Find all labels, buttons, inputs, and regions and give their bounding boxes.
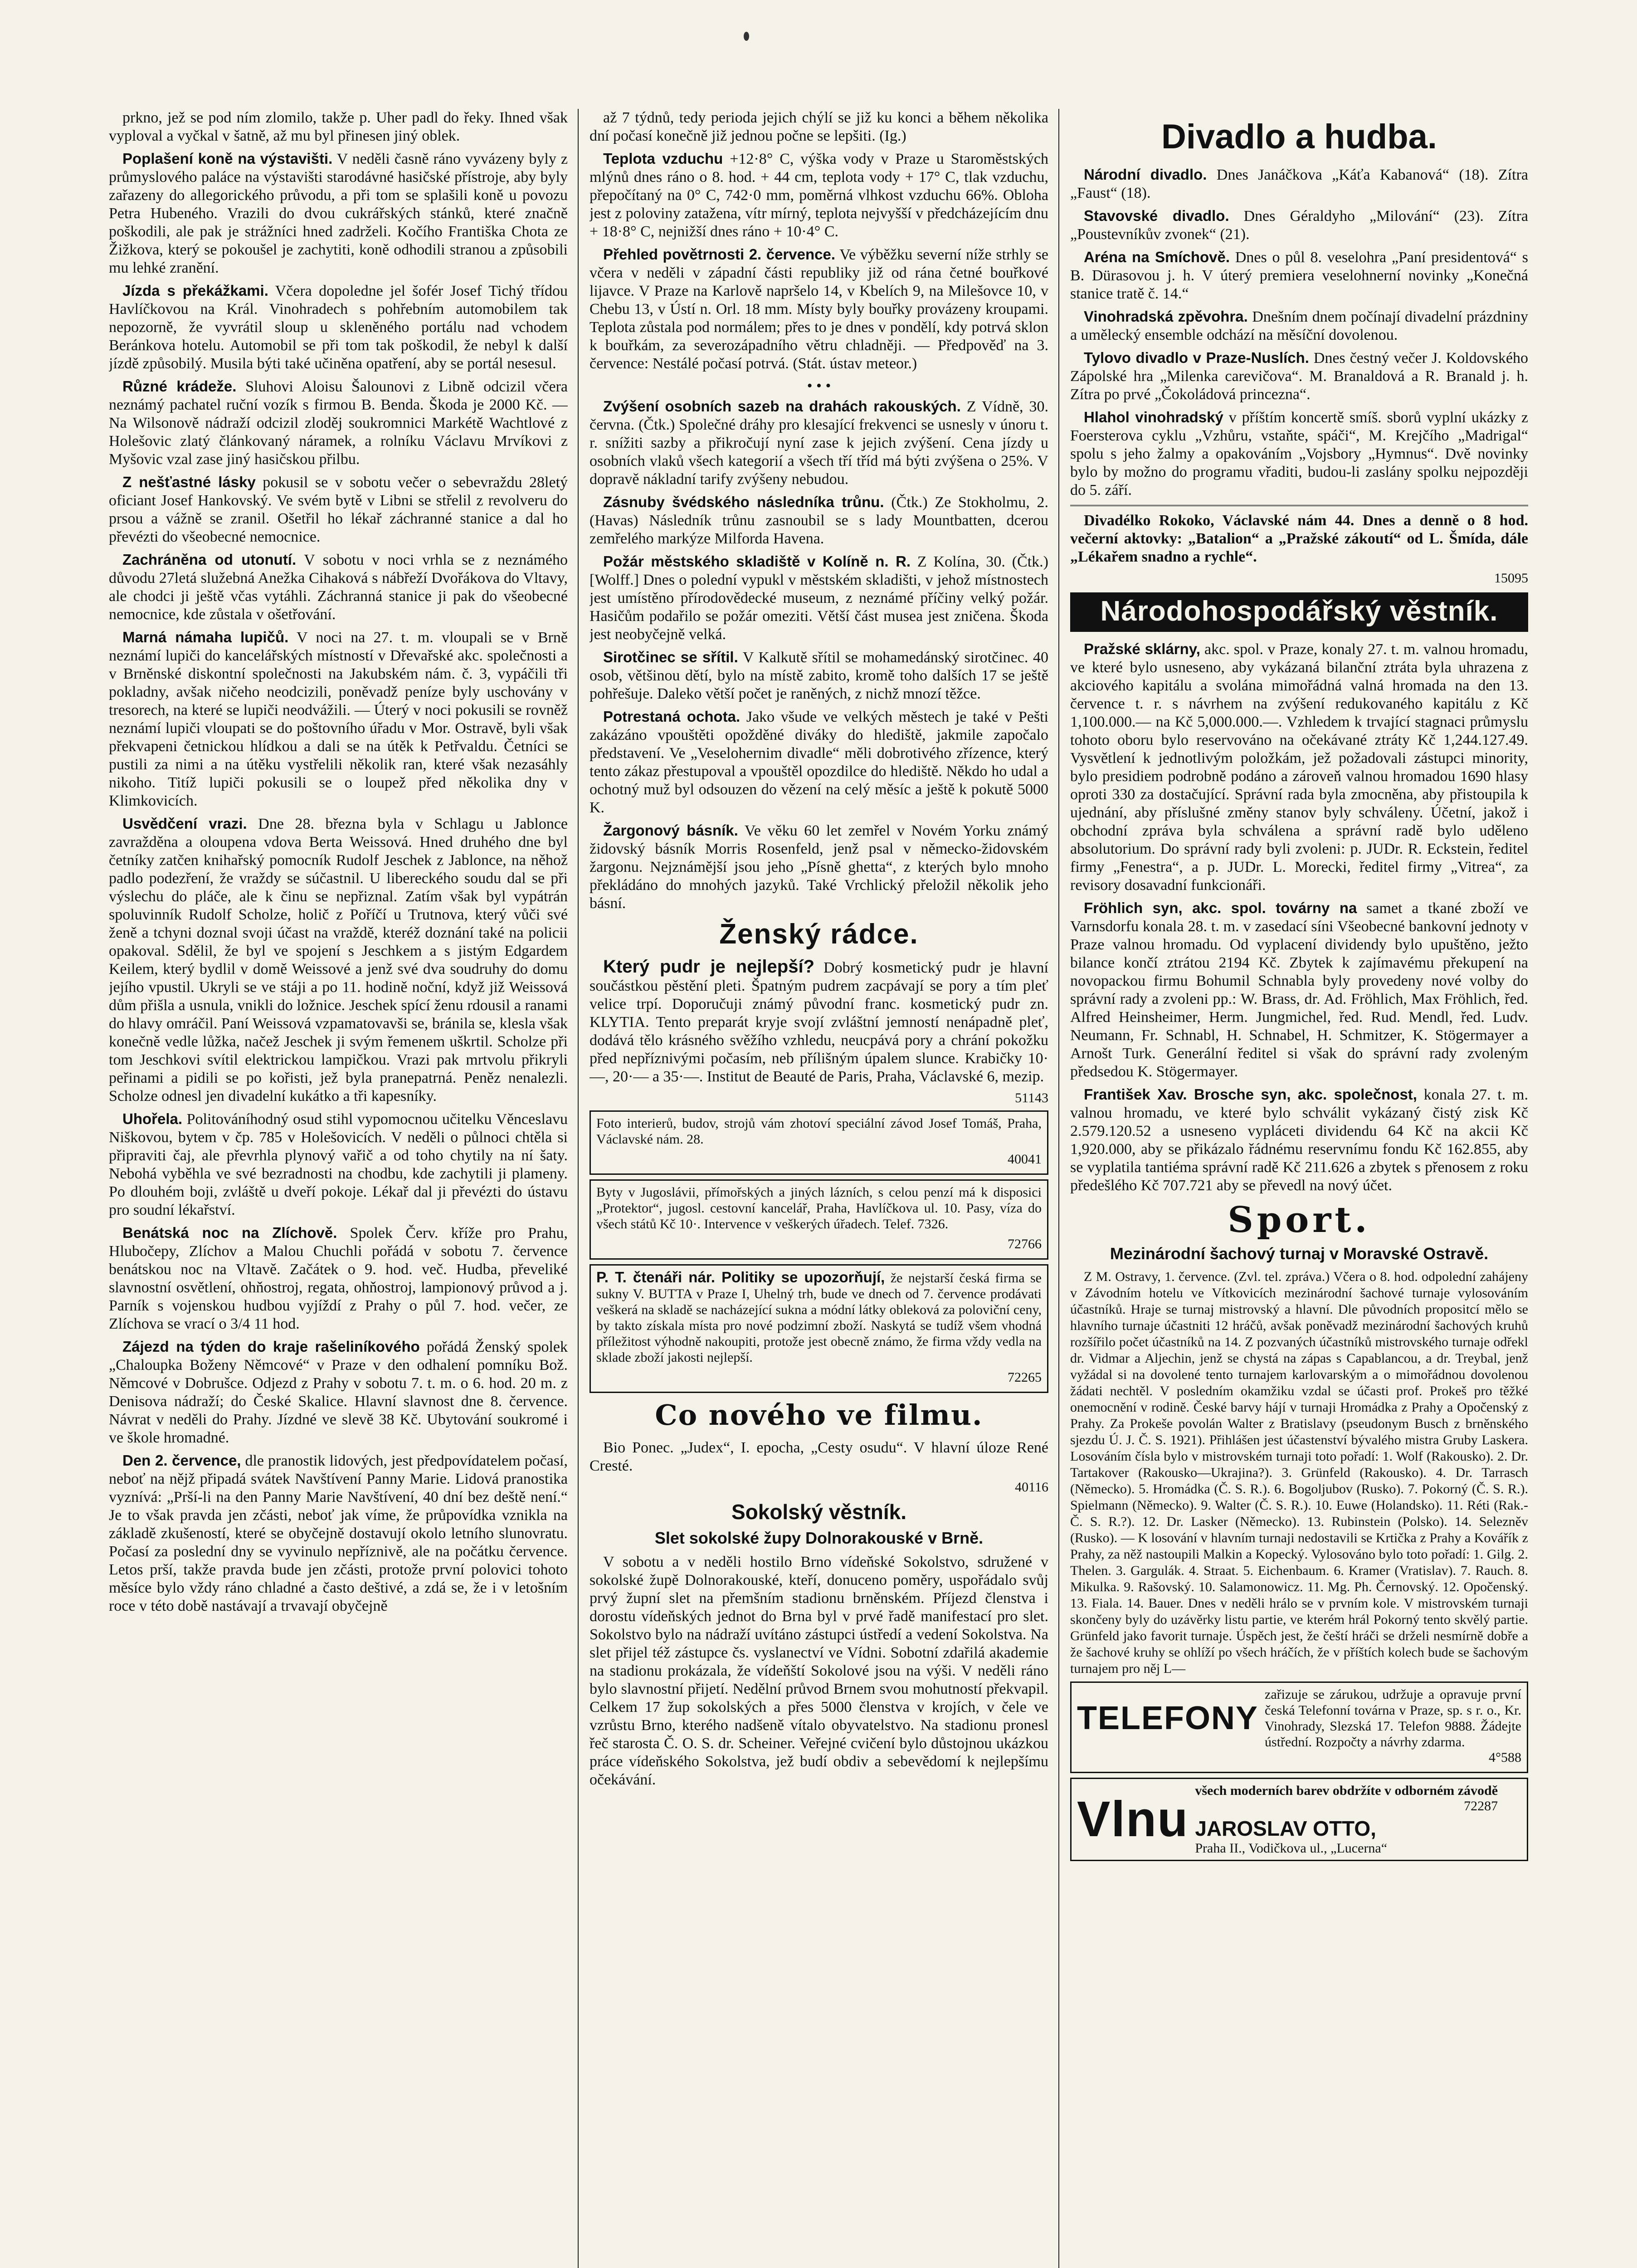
article-heading: Stavovské divadlo. xyxy=(1084,207,1229,224)
column-1 xyxy=(109,109,568,2268)
article xyxy=(1070,899,1528,1081)
article-text: pokusil se v sobotu večer o sebevraždu 28letý oficiant Josef Hankovský. Ve svém bytě v Libni se střelil z revolveru do prsou a vážně se zranil. Ošetřil ho lékař záchranné stanice a dal ho převézti do všeobecné nemocnice. xyxy=(109,474,568,545)
article xyxy=(109,1338,568,1447)
article xyxy=(109,1224,568,1333)
ad-headline: Vlnu xyxy=(1077,1791,1189,1847)
article-heading: Různé krádeže. xyxy=(122,378,237,395)
ad-number: 72766 xyxy=(1008,1237,1042,1251)
article-text: Z Vídně, 30. června. (Čtk.) Společné dráhy pro klesající frekvenci se usnesly v únoru t. r. snížiti sazby a přikročují nyní zase k jejich zvýšení. Cena jízdy u osobních vlaků všech kategorií a všech tří tříd má býti zvýšena o 25%. V dopravě nákladní tarify zvýšeny nebudou. xyxy=(590,398,1048,488)
article-text: +12·8° C, výška vody v Praze u Staroměstských mlýnů dnes ráno o 8. hod. + 44 cm, teplota vody + 17° C, tlak vzduchu, přepočítaný na 0° C, 742·0 mm, poměrná vlhkost vzduchu 66%. Obloha jest z poloviny zatažena, vítr mírný, teplota nejvyšší v předcházejícím dnu + 18·8° C, nejnižší dnes ráno + 10·4° C. xyxy=(590,151,1048,240)
article-heading: Teplota vzduchu xyxy=(603,150,723,167)
ad-number: 72265 xyxy=(1008,1370,1042,1385)
article-text: Dnes Géraldyho „Milování“ (23). Zítra „Poustevníkův zvonek“ (21). xyxy=(1070,208,1528,243)
ad-number: 51143 xyxy=(1015,1090,1048,1105)
article-text: pořádá Ženský spolek „Chaloupka Boženy Němcové“ v Praze v den odhalení pomníku Bož. Němcové v Dobrušce. Odjezd z Prahy v sobotu 7. t. m. o 6. hod. 20 m. z Denisova nádraží; do České Skalice. Hlavní slavnost dne 8. července. Návrat v neděli do Prahy. Jízdné ve slevě 38 Kč. Ubytování soukromé i ve škole hromadné. xyxy=(109,1339,568,1446)
section-title-narodohospodarsky: Národohospodářský věstník. xyxy=(1070,592,1528,632)
ornament-mark xyxy=(744,32,749,41)
article xyxy=(590,397,1048,489)
article-text: Dne 28. března byla v Schlagu u Jablonce zavražděna a oloupena vdova Berta Weissová. Hned druhého dne byl četníky zatčen knihařský pomocník Rudolf Jeschek z Jablonce, na něhož padlo podezření, že vraždy se súčastnil. U libereckého soudu dal se při výslechu do pláče, ale k činu se nepřiznal. Zatím však byl vypátrán spoluvinník Rudolf Scholze, holič z Poříčí u Trutnova, který vůči své ženě a tchyni doznal svoji účast na vraždě, kteréž doznání také na policii opakoval. Sdělil, že byl ve spojení s Jeschkem a s jistým Edgardem Keilem, který bydlil v domě Weissové a jenž své dva soudruhy do domu jejího vpustil. Ukryli se ve stáji a po 11. hodině noční, když již Weissová dům přišla a usnula, vnikli do ložnice. Jeschek spící ženu rdousil a ranami do hlavy omráčil. Paní Weissová vzpamatovavši se, bránila se, klesla však konečně vedle lůžka, načež Jeschek ji svým řemenem uškrtil. Scholze při tom Jeschkovi svítil elektrickou lampičkou. Vrazi pak mrtvolu přikryli peřinami a pidili se po kořisti, jež byla pranepatrná. Peněz nenalezli. Scholze odnesl jen divadelní kukátko a tři kapesníky. xyxy=(109,816,568,1105)
article-text: v příštím koncertě smíš. sborů vyplní ukázky z Foersterova cyklu „Vzhůru, vstaňte, spáči“, M. Krejčího „Madrigal“ spolu s jeho žalmy a opakováním „Vojsbory „Hymnus“. Dvě novinky bylo by možno do programu vřaditi, budou-li zaslány spolku nejpozději do 5. září. xyxy=(1070,409,1528,499)
column-rule xyxy=(578,109,579,2268)
article-text: V sobotu a v neděli hostilo Brno vídeňské Sokolstvo, sdružené v sokolské župě Dolnorakouské, kteří, donuceno poměry, uspořádalo svůj prvý župní slet na přemšním stadionu brněnském. Příjezd členstva i dorostu vídeňských jednot do Brna byl v prvé řadě manifestací pro slet. Sokolstvo bylo na nádraží uvítáno zástupci ústředí a vedení Sokolstva. Na slet přijel též zástupce čs. vyslanectví ve Vídni. Sobotní zdařilá akademie na stadionu prokázala, že vídeňští Sokolové jsou na výši. V neděli ráno bylo slavnostní přijetí. Nedělní průvod Brnem svou mohutností překvapil. Celkem 17 žup sokolských a přes 5000 členstva v krojích, v čele ve vzrůstu Brno, kterého nadšeně vítalo obyvatelstvo. Na stadionu pronesl řeč starosta Č. O. S. dr. Scheiner. Veřejné cvičení bylo důstojnou ukázkou práce vídeňského Sokolstva, jež budí obdiv a sebevědomí k nejlepšímu očekávání. xyxy=(590,1554,1048,1788)
article xyxy=(590,958,1048,1086)
newspaper-page xyxy=(109,109,1528,2268)
ad-firm: JAROSLAV OTTO, xyxy=(1195,1817,1376,1840)
article-text: samet a tkané zboží ve Varnsdorfu konala 28. t. m. v zasedací síni Všeobecné bankovní jednoty v Praze valnou hromadu. Od vyplacení dividendy bylo upuštěno, ježto bilance končí ztrátou 2194 Kč. Zbytek k zajímavému překupení na novopackou firmu Bohumil Schnabla byly provedeny nové volby do správní rady a zvoleni pp.: W. Brass, dr. Ad. Fröhlich, Max Fröhlich, řed. Alfred Heinsheimer, Herm. Jungmichel, řed. Rud. Mendl, řed. Ludv. Neumann, Fr. Schnabl, H. Schnabel, H. Schmitzer, K. Stögermayer a Arnošt Turk. Generální ředitel si však do správní rady zvoleným předsedou K. Stögermayer. xyxy=(1070,900,1528,1080)
ad-address: Praha II., Vodičkova ul., „Lucerna“ xyxy=(1195,1841,1388,1856)
section-title-film: Co nového ve filmu. xyxy=(655,1398,983,1432)
article-heading: Uhořela. xyxy=(122,1110,183,1127)
article-heading: Požár městského skladiště v Kolíně n. R. xyxy=(603,553,911,570)
article-heading: Pražské sklárny, xyxy=(1084,640,1200,657)
article xyxy=(1070,166,1528,202)
article-text: Z M. Ostravy, 1. července. (Zvl. tel. zpráva.) Včera o 8. hod. odpolední zahájeny v Závodním hotelu ve Vítkovicích mezinárodní šachové turnaje vylosováním účastníků. Hraje se turnaj mistrovský a hlavní. Dle původních propositcí mělo se hlavního turnaje účastniti 12 hráčů, avšak poněvadž mezinárodní šachových kruhů rozšířilo počet účastníků na 14. Z pozvaných účastníků mistrovského turnaje odřekl dr. Vidmar a Aljechin, jenž se chystá na zápas s Capablancou, a dr. Treybal, jenž vyžádal si na dovolené tento turnajem karlovarským a o mimořádnou dovolenou žádati nechtěl. V posledním okamžiku vzdal se účasti prof. Prokeš pro těžké onemocnění v rodině. České barvy hájí v turnaji Hromádka z Prahy a Opočenský z Prahy. Za Prokeše povolán Walter z Bratislavy (pseudonym Busch z brněnského sjezdu Ú. J. Č. S. 1921). Přihlášen jest účastenství bývalého mistra Gruby Laskera. Losováním čísla bylo v mistrovském turnaji toto pořadí: 1. Wolf (Rakousko). 2. Dr. Tartakover (Rakousko—Ukrajina?). 3. Grünfeld (Rakousko). 4. Dr. Tarrasch (Německo). 5. Hromádka (Č. S. R.). 6. Bogoljubov (Rusko). 7. Pokorný (Č. S. R.). Spielmann (Německo). 9. Walter (Č. S. R.). 10. Euwe (Holandsko). 11. Réti (Rak.-Č. S. R.?). 12. Dr. Lasker (Německo). 13. Rubinstein (Polsko). 14. Selezněv (Rusko). — K losování v hlavním turnaji nedostavili se Krtička z Prahy a Kovářík z Prahy, za něž nastoupili Malkin a Kopecký. Vylosováno bylo toto pořadí: 1. Gilg. 2. Thelen. 3. Gargulák. 4. Straat. 5. Eichenbaum. 6. Kramer (Vratislav). 7. Rauch. 8. Mikulka. 9. Rašovský. 10. Salamonowicz. 11. Mg. Ph. Černovský. 12. Opočenský. 13. Fiala. 14. Bauer. Dnes v neděli hrálo se v prvním kole. V mistrovském turnaji skončeny byly do uzávěrky listu partie, ve kterém hrál Pokorný tento skvělý partie. Grünfeld jako favorit turnaje. Úspěch jest, že čeští hráči se drželi nesmírně dobře a že šachové kruhy se ohlíží po všech hráčích, že v příštích kolech bude se šachovým turnajem pro něj L— xyxy=(1070,1269,1528,1676)
article xyxy=(109,473,568,546)
ad-row xyxy=(1077,1783,1521,1856)
ad-text: zařizuje se zárukou, udržuje a opravuje první česká Telefonní továrna v Praze, sp. s r. o., Kr. Vinohrady, Slezská 17. Telefon 9888. Žádejte ústřední. Rozpočty a návrhy zdarma. xyxy=(1265,1687,1521,1750)
article-heading: Žargonový básník. xyxy=(603,822,738,839)
ad-text: Byty v Jugoslávii, přímořských a jiných lázních, s celou penzí má k disposici „Protektor“, jugosl. cestovní kancelář, Praha, Havlíčkova ul. 10. Pasy, víza do všech států Kč 10·. Intervence v veškerých úřadech. Telef. 7326. xyxy=(596,1185,1042,1232)
article-text: Sluhovi Aloisu Šalounovi z Libně odcizil včera neznámý pachatel ruční vozík s firmou B. Benda. Škoda je 2000 Kč. — Na Wilsonově nádraží odcizil zloděj soukromnici Markétě Wachtlové z Holešovic zlatý článkovaný náramek, a rolníku Václavu Mrvíkovi z Myšovic vzal zase jiný hasičskou přilbu. xyxy=(109,378,568,468)
article-text: Dnešním dnem počínají divadelní prázdniny a umělecký ensemble odchází na měsíční dovolenou. xyxy=(1070,308,1528,343)
article-heading: Hlahol vinohradský xyxy=(1084,409,1223,425)
article-heading: Z nešťastné lásky xyxy=(122,474,256,490)
ad-headline: TELEFONY xyxy=(1077,1700,1259,1736)
article-text: Z Kolína, 30. (Čtk.) [Wolff.] Dnes o polední vypukl v městském skladišti, v jehož místnostech jest umístěno přírodovědecké museum, z neznámé příčiny velký požár. Hasičům podařilo se požár omeziti. Větší část musea jest zničena. Škoda jest neobyčejně velká. xyxy=(590,553,1048,643)
column-3 xyxy=(1070,109,1528,2268)
article-text: Ve výběžku severní níže strhly se včera v neděli v západní části republiky již od rána četné bouřkové lijavce. V Praze na Karlově napršelo 14, v Kbelích 9, na Milešovce 10, v Chebu 13, v Ústí n. Orl. 18 mm. Místy byly bouřky provázeny kroupami. Teplota zůstala pod normálem; přes to je dnes v pondělí, kdy potrvá sklon k bouřkám, za severozápadního větru chladněji. — Předpověď na 3. července: Nestálé počasí potrvá. (Stát. ústav meteor.) xyxy=(590,246,1048,372)
ad-number: 15095 xyxy=(1494,571,1528,586)
article-text: Divadélko Rokoko, Václavské nám 44. Dnes a denně o 8 hod. večerní aktovky: „Batalion“ a „Pražské zákoutí“ od L. Šmída, dále „Lékařem snadno a rychle“. xyxy=(1070,512,1528,565)
article-text: akc. spol. v Praze, konaly 27. t. m. valnou hromadu, ve které bylo usneseno, aby vykázaná bilanční ztráta byla uhrazena z akciového kapitálu a svolána mimořádná valná hromada na den 13. července t. r. s návrhem na zvýšení redukovaného kapitálu z Kč 1,100.000.— na Kč 5,000.000.—. Vzhledem k trvající stagnaci průmyslu tohoto oboru bylo reservováno na očekávané ztráty Kč 1,244.127.49. Vysvětlení k jednotlivým položkám, jež požadovali zástupci minority, bylo presidiem podrobně podáno a zároveň valnou hromadou 1690 hlasy oproti 330 za dostačující. Správní rada byla zmocněna, aby přistoupila k ujednání, aby příslušné změny stanov byly schváleny. Účetní, jakož i obchodní zpráva byla schválena a správní radě bylo uděleno absolutorium. Do správní rady byli zvoleni: p. JUDr. R. Eckstein, ředitel firmy „Fenestra“, a p. JUDr. L. Morecki, ředitel firmy „Vitrea“, za revisory dosavadní funkcionáři. xyxy=(1070,641,1528,894)
article xyxy=(590,245,1048,373)
ad-heading: P. T. čtenáři nár. Politiky se upozorňují, xyxy=(596,1269,885,1286)
article xyxy=(109,815,568,1105)
article-text: V neděli časně ráno vyvázeny byly z průmyslového paláce na výstavišti starodávné hasičské přístroje, aby byly zařazeny do allegorického průvodu, a při tom se splašili koně u povozu Petra Hubeného. Vrazili do dvou cukrářských stánků, které značně poškodili, ale pak je strážníci hned zadrželi. Kočího Františka Chota ze Žižkova, který se pokoušel je zachytiti, koně odhodili stranou a způsobili mu lehké zranění. xyxy=(109,151,568,276)
article-heading: Zachráněna od utonutí. xyxy=(122,551,297,568)
article xyxy=(109,1452,568,1615)
section-title-sport: Sport. xyxy=(1228,1199,1371,1241)
article-heading: Usvědčení vrazi. xyxy=(122,815,247,832)
article-heading: Tylovo divadlo v Praze-Nuslích. xyxy=(1084,349,1309,366)
column-rule xyxy=(1058,109,1059,2268)
article-heading: Slet sokolské župy Dolnorakouské v Brně. xyxy=(654,1529,984,1547)
article-heading: Zásnuby švédského následníka trůnu. xyxy=(603,494,884,510)
article-heading: Zvýšení osobních sazeb na drahách rakouských. xyxy=(603,398,961,415)
advertisement xyxy=(590,1264,1048,1393)
divider xyxy=(1070,505,1528,506)
article xyxy=(1070,308,1528,344)
article xyxy=(590,150,1048,241)
article-heading: Mezinárodní šachový turnaj v Moravské Ostravě. xyxy=(1110,1244,1489,1263)
article-heading: Den 2. července, xyxy=(122,1452,241,1469)
article-text: až 7 týdnů, tedy perioda jejich chýlí se již ku konci a během několika dní počasí konečně již jednou počne se lepšiti. (Ig.) xyxy=(590,109,1048,144)
article xyxy=(1070,349,1528,404)
section-title-sokol: Sokolský věstník. xyxy=(731,1500,907,1524)
ad-number: 40116 xyxy=(1015,1480,1048,1495)
article-heading: Sirotčinec se sřítil. xyxy=(603,649,738,665)
article xyxy=(590,821,1048,913)
article xyxy=(590,552,1048,644)
article-text: Dnes čestný večer J. Koldovského Zápolské hra „Milenka carevičova“. M. Branaldová a R. Branald j. h. Zítra po prvé „Čokoládová princezna“. xyxy=(1070,350,1528,403)
article xyxy=(1070,248,1528,303)
article-text: V sobotu v noci vrhla se z neznámého důvodu 27letá služebná Anežka Cihaková s nábřeží Dvořákova do Vltavy, ale chodci ji ještě včas vytáhli. Záchranná stanice ji pak do všeobecné nemocnice, kde zůstala v ošetřování. xyxy=(109,552,568,623)
advertisement-telefony xyxy=(1070,1681,1528,1773)
article xyxy=(1070,1085,1528,1195)
ad-text: Foto interierů, budov, strojů vám zhotoví speciální závod Josef Tomáš, Praha, Václavské nám. 28. xyxy=(596,1116,1042,1147)
article-heading: Jízda s překážkami. xyxy=(122,282,268,299)
section-title-zensky-radce: Ženský rádce. xyxy=(719,919,919,950)
article xyxy=(1070,640,1528,894)
article-text: Jako všude ve velkých městech je také v Pešti zakázáno vpouštěti opožděné diváky do hlediště, jakmile započalo představení. Ve „Veselohernim divadle“ měli dobrotivého zřízence, který tento zákaz přestupoval a vpouštěl opozdilce do hlediště. Někdo ho udal a ochotný muž byl odsouzen do vězení na celý měsíc a ještě k pokutě 5000 K. xyxy=(590,709,1048,816)
article-heading: Poplašení koně na výstavišti. xyxy=(122,150,333,167)
article-text: V noci na 27. t. m. vloupali se v Brně neznámí lupiči do kancelářských místností v Dřevařské akc. společnosti a v Brněnské diskontní společnosti na Jakubském nám. č. 3, vypáčili tři pokladny, avšak ničeho neodcizili, poněvadž peníze byly uschovány v tresorech, na které se lupiči neodvážili. — Úterý v noci pokusili se rovněž neznámí lupiči vloupati se do poštovního úřadu v Mor. Ostravě, byli však překvapeni četnickou hlídkou a dali se na útěk k Petřvaldu. Četníci se pustili za nimi a na útěku vystřelili několik ran, které však nezasáhly nikoho. Titíž lupiči pokusili se o loupež před několika dny v Klimkovicích. xyxy=(109,629,568,809)
advertisement-vlnu xyxy=(1070,1778,1528,1861)
article-heading: Potrestaná ochota. xyxy=(603,708,741,725)
ad-details xyxy=(1195,1783,1498,1856)
article xyxy=(590,708,1048,817)
article-text: Dnes o půl 8. veselohra „Paní presidentová“ s B. Dürasovou j. h. V úterý premiera veselohnerní novinky „Konečná stanice tratě č. 14.“ xyxy=(1070,249,1528,302)
ad-number: 72287 xyxy=(1464,1799,1498,1813)
article-text: Bio Ponec. „Judex“, I. epocha, „Cesty osudu“. V hlavní úloze René Cresté. xyxy=(590,1439,1048,1474)
article-heading: Vinohradská zpěvohra. xyxy=(1084,308,1248,325)
article xyxy=(109,377,568,469)
ad-text: všech moderních barev obdržíte v odborném závodě xyxy=(1195,1783,1498,1798)
article-heading: Marná námaha lupičů. xyxy=(122,629,289,645)
ad-number: 40041 xyxy=(1008,1152,1042,1167)
article-text: (Čtk.) Ze Stokholmu, 2. (Havas) Následník trůnu zasnoubil se s lady Mountbatten, dcerou zemřelého markýze Milforda Havena. xyxy=(590,494,1048,547)
article xyxy=(590,648,1048,703)
article-text: Dnes Janáčkova „Káťa Kabanová“ (18). Zítra „Faust“ (18). xyxy=(1070,166,1528,201)
article-heading: Benátská noc na Zlíchově. xyxy=(122,1224,337,1241)
dot-divider: • • • xyxy=(807,377,831,394)
article-text: konala 27. t. m. valnou hromadu, ve které bylo schválit vykázaný čistý zisk Kč 2.579.120.52 a usneseno vypláceti dividendu 64 Kč na akcii Kč 1,920.000, aby se přikázalo řádnému reservnímu fondu Kč 162.855, aby se vyplatila tantiéma správní radě Kč 211.626 a zbytek s přenosem z roku předešlého Kč 707.721 aby se převedl na nový účet. xyxy=(1070,1086,1528,1194)
ad-body: že nejstarší česká firma se sukny V. BUTTA v Praze I, Uhelný trh, bude ve dnech od 7. července prodávati veškerá na skladě se nacházející sukna a módní látky obleková za poloviční ceny, by takto získala místa pro nové podzimní zboží. Naskytá se tudíž všem vhodná příležitost výhodně nakoupiti, protože jest obecně známo, že firma vždy vedla na sklade zboží jakosti nejlepší. xyxy=(596,1271,1042,1365)
article-text: Včera dopoledne jel šofér Josef Tichý třídou Havlíčkovou na Král. Vinohradech s pohřebním automobilem tak nepozorně, že vyvrátil sloup u skleněného portálu nad vchodem Beránkova hotelu. Automobil se při tom tak poškodil, že nebyl k další jízdě způsobilý. Musila býti také učiněna opatření, aby se portál nesesul. xyxy=(109,283,568,372)
ad-number: 4°588 xyxy=(1489,1750,1521,1765)
article-heading: Fröhlich syn, akc. spol. továrny na xyxy=(1084,899,1357,916)
advertisement xyxy=(590,1110,1048,1175)
article-text: Dobrý kosmetický pudr je hlavní součástkou pěstění pleti. Špatným pudrem zacpávají se pory a tím pleť velice trpí. Doporučuji známý původní franc. kosmetický pudr zn. KLYTIA. Tento preparát kryje svojí zvláštní jemností nenápadně pleť, dodává tělo krásného svěžího vzhledu, neucpává pory a chrání pokožku před nepříznivými počasím, neb přílišným úpalem slunce. Krabičky 10·—, 20·— a 35·—. Institut de Beauté de Paris, Praha, Václavské 6, mezip. xyxy=(590,959,1048,1085)
article-text: Politováníhodný osud stihl vypomocnou učitelku Věnceslavu Niškovou, bytem v čp. 785 v Holešovicích. V neděli o půlnoci chtěla si připraviti čaj, ale převrhla plynový vařič a od toho chytily na ní šaty. Nebohá vyběhla ve své bezradnosti na chodbu, kde zachytili ji plameny. Po dlouhém boji, zvláště u dveří pokoje. Lékař dal ji převézti do ústavu pro soudní lékařství. xyxy=(109,1111,568,1218)
column-2 xyxy=(590,109,1048,2268)
article xyxy=(109,551,568,624)
article-text: Ve věku 60 let zemřel v Novém Yorku známý židovský básník Morris Rosenfeld, jenž psal v německo-židovském žargonu. Nejznámější jsou jeho „Písně ghetta“, z kterých bylo mnoho překládáno do mnohých jazyků. Také Vrchlický přeložil několik jeho básní. xyxy=(590,822,1048,912)
article xyxy=(109,1110,568,1219)
article-heading: Zájezd na týden do kraje rašeliníkového xyxy=(122,1338,420,1355)
article-text: Spolek Červ. kříže pro Prahu, Hlubočepy, Zlíchov a Malou Chuchli pořádá v sobotu 7. července benátskou noc na Vltavě. Začátek o 9. hod. več. Hudba, převeliké slavnostní osvětlení, ohňostroj, regata, ohňostroj, lampionový průvod a j. Parník s vojenskou hudbou vyjíždí z Prahy o půl 7. hod. večer, ze Zlíchova se vrací o 3/4 11 hod. xyxy=(109,1225,568,1332)
article xyxy=(590,493,1048,548)
ad-text xyxy=(596,1269,1042,1365)
article-text: V Kalkutě sřítil se mohamedánský sirotčinec. 40 osob, většinou dětí, bylo na místě zabito, kromě toho dalších 17 se ještě pohřešuje. Daleko větší počet je raněných, z nichž mnozí těžce. xyxy=(590,649,1048,702)
article xyxy=(1070,408,1528,499)
article xyxy=(109,150,568,277)
advertisement xyxy=(590,1179,1048,1260)
article-heading: Národní divadlo. xyxy=(1084,166,1207,183)
article-text: prkno, jež se pod ním zlomilo, takže p. Uher padl do řeky. Ihned však vyploval a vyčkal v šatně, až mu byl přinesen jiný oblek. xyxy=(109,109,568,144)
article xyxy=(1070,207,1528,244)
article-heading: Přehled povětrnosti 2. července. xyxy=(603,246,836,263)
article-heading: Aréna na Smíchově. xyxy=(1084,249,1230,265)
article-heading: Který pudr je nejlepší? xyxy=(603,957,815,977)
ad-row xyxy=(1077,1686,1521,1750)
article-heading: František Xav. Brosche syn, akc. společnost, xyxy=(1084,1086,1417,1103)
article xyxy=(109,628,568,810)
article xyxy=(109,282,568,373)
section-title-divadlo: Divadlo a hudba. xyxy=(1161,117,1437,156)
article-text: dle pranostik lidových, jest předpovídatelem počasí, neboť na nějž připadá svátek Navštívení Panny Marie. Lidová pranostika vyznívá: „Prší-li na den Panny Marie Navštívení, 40 dní bez deště není.“ Je to však pravda jen zčásti, neboť jak víme, že průpovídka vznikla na základě zkušeností, které se obyčejně dostavují okolo letního slunovratu. Počasí za poslední dny se vyvinulo nepříznivě, ale na počátku července. Letos prší, takže pravda bude jen zčásti, protože první polovici tohoto měsíce bylo vždy ráno chladné a často deštivé, a zdá se, že i v letošním roce v této době nastávají a trvavají obyčejně xyxy=(109,1452,568,1614)
